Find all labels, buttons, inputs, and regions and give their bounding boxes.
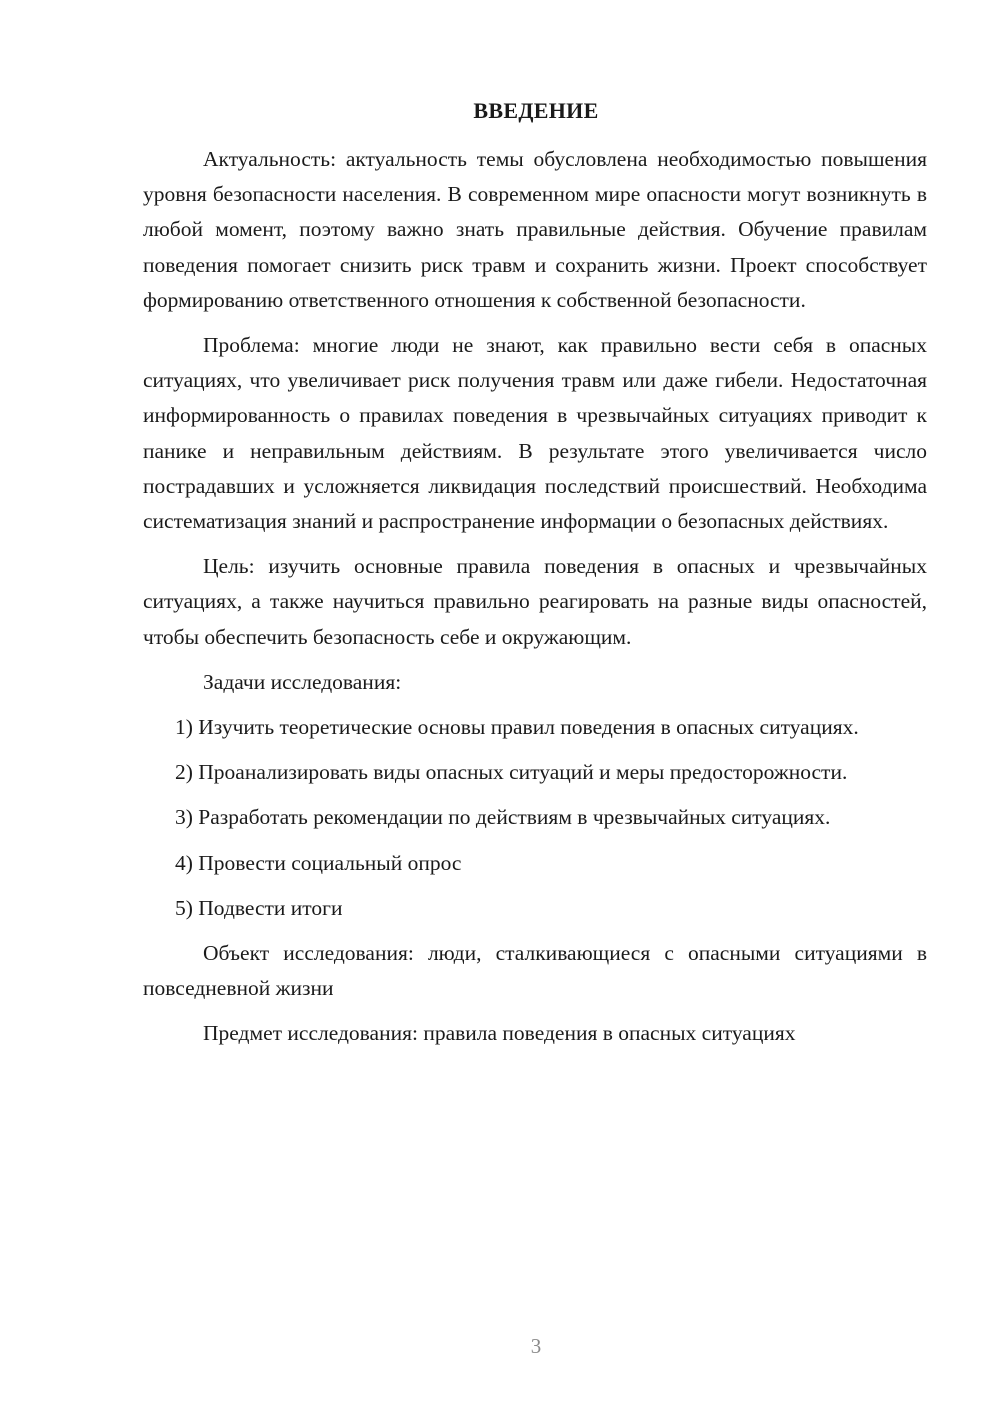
task-item-5: 5) Подвести итоги <box>175 895 343 920</box>
task-item-4: 4) Провести социальный опрос <box>175 850 462 875</box>
task-item-2: 2) Проанализировать виды опасных ситуаций и меры предосторожности. <box>175 760 848 785</box>
paragraph-subject: Предмет исследования: правила поведения в опасных ситуациях <box>203 1021 796 1046</box>
task-item-3: 3) Разработать рекомендации по действиям в чрезвычайных ситуациях. <box>175 805 831 830</box>
tasks-heading: Задачи исследования: <box>203 669 402 694</box>
paragraph-goal: Цель: изучить основные правила поведения в опасных и чрезвычайных ситуациях, а также научиться правильно реагировать на разные виды опасностей, чтобы обеспечить безопасность себе и окружающим. <box>143 554 927 649</box>
page-title: ВВЕДЕНИЕ <box>473 98 599 123</box>
paragraph-relevance: Актуальность: актуальность темы обусловлена необходимостью повышения уровня безопасности населения. В современном мире опасности могут возникнуть в любой момент, поэтому важно знать правильные действия. Обучение правилам поведения помогает снизить риск травм и сохранить жизни. Проект способствует формированию ответственного отношения к собственной безопасности. <box>143 147 927 312</box>
paragraph-problem: Проблема: многие люди не знают, как правильно вести себя в опасных ситуациях, что увеличивает риск получения травм или даже гибели. Недостаточная информированность о правилах поведения в чрезвычайных ситуациях приводит к панике и неправильным действиям. В результате этого увеличивается число пострадавших и усложняется ликвидация последствий происшествий. Необходима систематизация знаний и распространение информации о безопасных действиях. <box>143 333 927 534</box>
document-body <box>143 142 927 1062</box>
task-item-1: 1) Изучить теоретические основы правил поведения в опасных ситуациях. <box>175 715 859 740</box>
paragraph-object: Объект исследования: люди, сталкивающиеся с опасными ситуациями в повседневной жизни <box>143 941 927 1001</box>
page-number: 3 <box>530 1334 542 1358</box>
